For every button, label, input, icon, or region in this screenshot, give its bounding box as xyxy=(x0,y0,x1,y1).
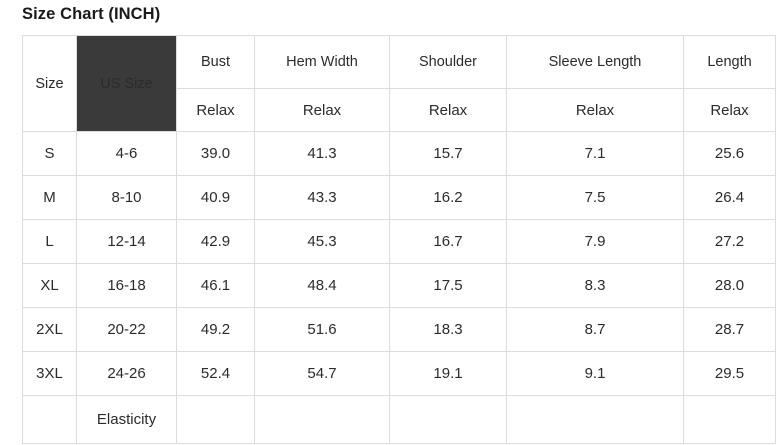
column-header-us-size: US Size xyxy=(77,36,177,132)
cell-size: S xyxy=(23,132,77,176)
elasticity-spacer xyxy=(390,396,507,444)
size-chart-container xyxy=(22,35,760,444)
cell-hem-width: 43.3 xyxy=(255,176,390,220)
table-row xyxy=(23,352,776,396)
column-header-shoulder: Shoulder xyxy=(390,36,507,89)
cell-bust: 42.9 xyxy=(177,220,255,264)
cell-us-size: 4-6 xyxy=(77,132,177,176)
elasticity-empty-cell xyxy=(23,396,77,444)
fit-bust: Relax xyxy=(177,89,255,132)
table-row xyxy=(23,220,776,264)
table-row xyxy=(23,176,776,220)
cell-length: 25.6 xyxy=(684,132,776,176)
column-header-sleeve-length: Sleeve Length xyxy=(507,36,684,89)
cell-us-size: 16-18 xyxy=(77,264,177,308)
cell-hem-width: 51.6 xyxy=(255,308,390,352)
cell-bust: 52.4 xyxy=(177,352,255,396)
cell-size: 2XL xyxy=(23,308,77,352)
elasticity-spacer xyxy=(684,396,776,444)
cell-size: L xyxy=(23,220,77,264)
cell-hem-width: 45.3 xyxy=(255,220,390,264)
page-title: Size Chart (INCH) xyxy=(22,5,161,23)
cell-shoulder: 18.3 xyxy=(390,308,507,352)
cell-sleeve-length: 8.7 xyxy=(507,308,684,352)
cell-sleeve-length: 9.1 xyxy=(507,352,684,396)
cell-hem-width: 48.4 xyxy=(255,264,390,308)
cell-length: 28.7 xyxy=(684,308,776,352)
table-footer-row xyxy=(23,396,776,444)
size-chart-table xyxy=(22,35,776,444)
fit-hem-width: Relax xyxy=(255,89,390,132)
cell-shoulder: 17.5 xyxy=(390,264,507,308)
table-row xyxy=(23,264,776,308)
cell-length: 27.2 xyxy=(684,220,776,264)
cell-bust: 40.9 xyxy=(177,176,255,220)
elasticity-label: Elasticity xyxy=(77,396,177,444)
cell-shoulder: 15.7 xyxy=(390,132,507,176)
cell-shoulder: 19.1 xyxy=(390,352,507,396)
cell-hem-width: 41.3 xyxy=(255,132,390,176)
cell-length: 29.5 xyxy=(684,352,776,396)
cell-us-size: 24-26 xyxy=(77,352,177,396)
cell-shoulder: 16.7 xyxy=(390,220,507,264)
cell-sleeve-length: 7.1 xyxy=(507,132,684,176)
cell-bust: 39.0 xyxy=(177,132,255,176)
cell-size: XL xyxy=(23,264,77,308)
elasticity-spacer xyxy=(507,396,684,444)
table-header-row xyxy=(23,36,776,89)
fit-sleeve-length: Relax xyxy=(507,89,684,132)
cell-shoulder: 16.2 xyxy=(390,176,507,220)
cell-sleeve-length: 7.5 xyxy=(507,176,684,220)
elasticity-spacer xyxy=(255,396,390,444)
fit-shoulder: Relax xyxy=(390,89,507,132)
cell-length: 26.4 xyxy=(684,176,776,220)
column-header-hem-width: Hem Width xyxy=(255,36,390,89)
cell-us-size: 12-14 xyxy=(77,220,177,264)
column-header-length: Length xyxy=(684,36,776,89)
cell-us-size: 20-22 xyxy=(77,308,177,352)
cell-bust: 49.2 xyxy=(177,308,255,352)
cell-sleeve-length: 7.9 xyxy=(507,220,684,264)
cell-sleeve-length: 8.3 xyxy=(507,264,684,308)
table-row xyxy=(23,132,776,176)
cell-bust: 46.1 xyxy=(177,264,255,308)
cell-size: 3XL xyxy=(23,352,77,396)
cell-length: 28.0 xyxy=(684,264,776,308)
table-row xyxy=(23,308,776,352)
column-header-size: Size xyxy=(23,36,77,132)
cell-hem-width: 54.7 xyxy=(255,352,390,396)
fit-length: Relax xyxy=(684,89,776,132)
elasticity-value xyxy=(177,396,255,444)
column-header-bust: Bust xyxy=(177,36,255,89)
cell-us-size: 8-10 xyxy=(77,176,177,220)
cell-size: M xyxy=(23,176,77,220)
